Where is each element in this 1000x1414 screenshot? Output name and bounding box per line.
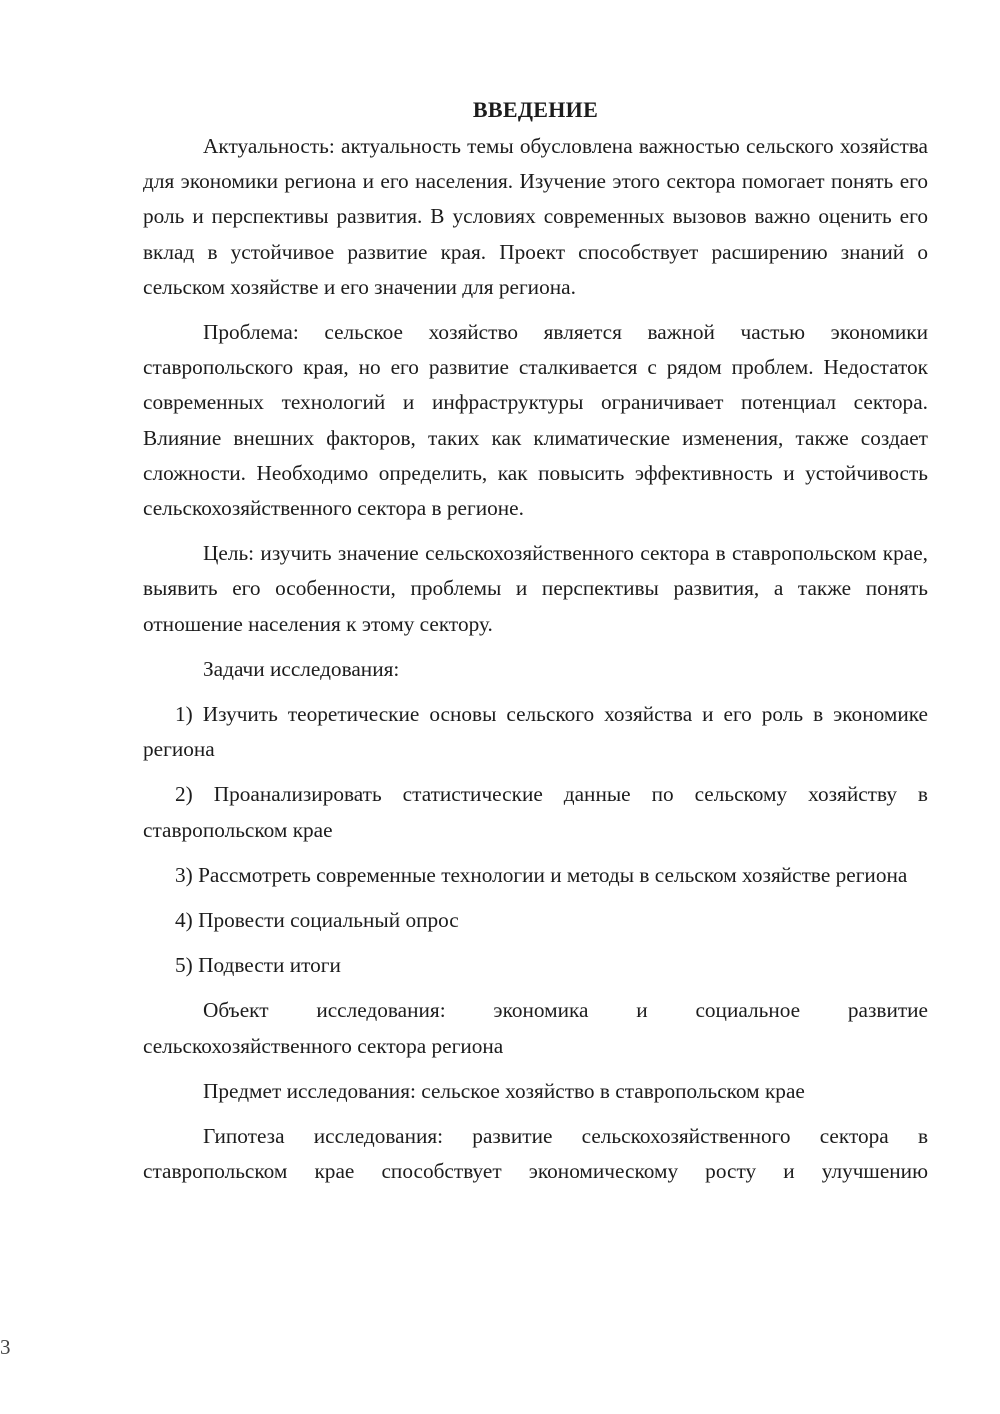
subject-paragraph: Предмет исследования: сельское хозяйство в ставропольском крае (203, 1078, 805, 1103)
task-item-5: 5) Подвести итоги (175, 953, 341, 978)
goal-paragraph: Цель: изучить значение сельскохозяйственного сектора в ставропольском крае, выявить его особенности, проблемы и перспективы развития, а также понять отношение населения к этому сектору. (143, 541, 928, 636)
page-number: 3 (0, 1335, 11, 1359)
problem-paragraph: Проблема: сельское хозяйство является важной частью экономики ставропольского края, но его развитие сталкивается с рядом проблем. Недостаток современных технологий и инфраструктуры ограничивает потенциал сектора. Влияние внешних факторов, таких как климатические изменения, также создает сложности. Необходимо определить, как повысить эффективность и устойчивость сельскохозяйственного сектора в регионе. (143, 320, 928, 521)
task-item-1: 1) Изучить теоретические основы сельского хозяйства и его роль в экономике региона (143, 702, 928, 762)
page-title: ВВЕДЕНИЕ (472, 97, 599, 122)
task-item-3: 3) Рассмотреть современные технологии и методы в сельском хозяйстве региона (175, 862, 908, 887)
relevance-paragraph: Актуальность: актуальность темы обусловлена важностью сельского хозяйства для экономики региона и его населения. Изучение этого сектора помогает понять его роль и перспективы развития. В условиях современных вызовов важно оценить его вклад в устойчивое развитие края. Проект способствует расширению знаний о сельском хозяйстве и его значении для региона. (143, 134, 928, 299)
object-paragraph: Объект исследования: экономика и социальное развитие сельскохозяйственного сектора региона (143, 998, 928, 1058)
document-page (143, 95, 928, 1199)
task-item-2: 2) Проанализировать статистические данные по сельскому хозяйству в ставропольском крае (143, 782, 928, 842)
hypothesis-paragraph: Гипотеза исследования: развитие сельскохозяйственного сектора в ставропольском крае способствует экономическому росту и улучшению (143, 1124, 928, 1184)
tasks-heading: Задачи исследования: (203, 656, 400, 681)
task-item-4: 4) Провести социальный опрос (175, 908, 459, 933)
